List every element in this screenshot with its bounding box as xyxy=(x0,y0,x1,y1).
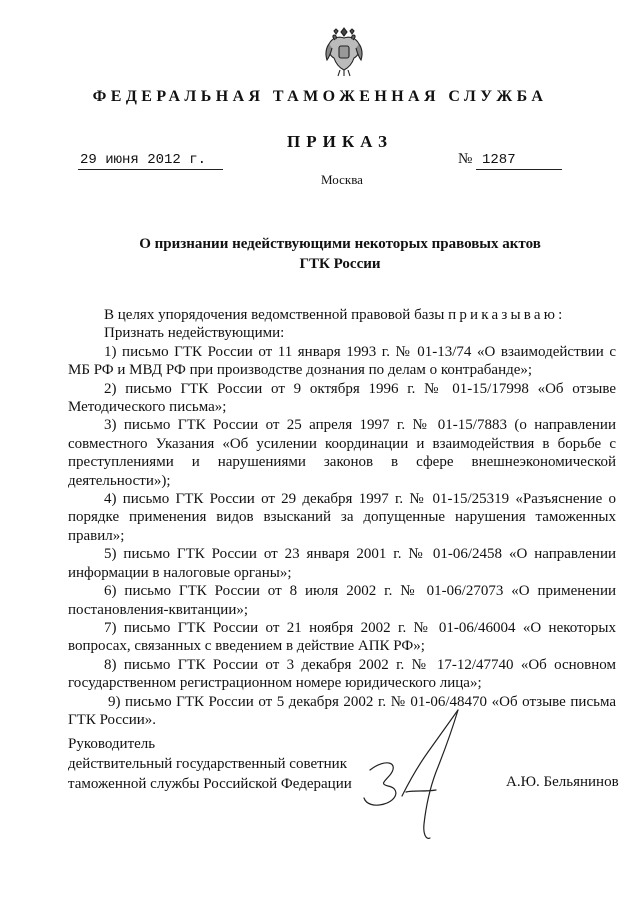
signatory-title xyxy=(68,734,352,794)
list-item: 7) письмо ГТК России от 21 ноября 2002 г. № 01-06/46004 «О некоторых вопросах, связанных с введением в действие АПК РФ»; xyxy=(68,619,616,655)
declare-paragraph: Признать недействующими: xyxy=(104,325,285,342)
order-body xyxy=(68,306,616,729)
list-item: 5) письмо ГТК России от 23 января 2001 г. № 01-06/2458 «О направлении информации в налоговые органы»; xyxy=(68,546,616,581)
signatory-line-2: действительный государственный советник xyxy=(68,756,348,772)
order-date: 29 июня 2012 г. xyxy=(80,152,207,168)
subject-line-2: ГТК России xyxy=(299,256,381,272)
order-subject xyxy=(100,234,580,274)
intro-prefix: В целях упорядочения ведомственной правовой базы xyxy=(104,307,449,323)
list-item: 6) письмо ГТК России от 8 июля 2002 г. № 01-06/27073 «О применении постановления-квитанции»; xyxy=(68,583,616,618)
document-type: ПРИКАЗ xyxy=(287,132,393,151)
list-item: 2) письмо ГТК России от 9 октября 1996 г. № 01-15/17998 «Об отзыве Методического письма»; xyxy=(68,380,616,416)
list-item: 9) письмо ГТК России от 5 декабря 2002 г. № 01-06/48470 «Об отзыве письма ГТК России». xyxy=(68,693,616,728)
intro-suffix: : xyxy=(558,307,563,323)
list-item: 3) письмо ГТК России от 25 апреля 1997 г. № 01-15/7883 (о направлении совместного Указания «Об усилении координации и взаимодействия в борьбе с преступлениями и нарушениями законов в сфере внешнеэкономической деятельности»); xyxy=(68,417,616,489)
signatory-line-1: Руководитель xyxy=(68,736,156,752)
list-item: 8) письмо ГТК России от 3 декабря 2002 г. № 17-12/47740 «Об основном государственном регистрационном номере юридического лица»; xyxy=(68,656,616,692)
signatory-name: А.Ю. Бельянинов xyxy=(506,774,619,790)
date-underline xyxy=(78,169,223,170)
list-item: 4) письмо ГТК России от 29 декабря 1997 г. № 01-15/25319 «Разъяснение о порядке применения видов взысканий за допущенные нарушения таможенных правил»; xyxy=(68,491,616,544)
signatory-line-3: таможенной службы Российской Федерации xyxy=(68,776,352,792)
agency-name: ФЕДЕРАЛЬНАЯ ТАМОЖЕННАЯ СЛУЖБА xyxy=(92,88,548,105)
handwritten-signature-icon xyxy=(340,700,480,850)
order-number: 1287 xyxy=(482,152,516,168)
number-underline xyxy=(476,169,562,170)
city: Москва xyxy=(321,172,363,187)
intro-paragraph xyxy=(68,306,616,324)
double-headed-eagle-emblem-icon xyxy=(324,26,364,78)
subject-line-1: О признании недействующими некоторых правовых актов xyxy=(139,236,541,252)
number-sign: № xyxy=(458,151,473,167)
order-word: приказываю xyxy=(448,307,559,323)
list-item: 1) письмо ГТК России от 11 января 1993 г. № 01-13/74 «О взаимодействии с МБ РФ и МВД РФ при производстве дознания по делам о контрабанде»; xyxy=(68,343,616,379)
